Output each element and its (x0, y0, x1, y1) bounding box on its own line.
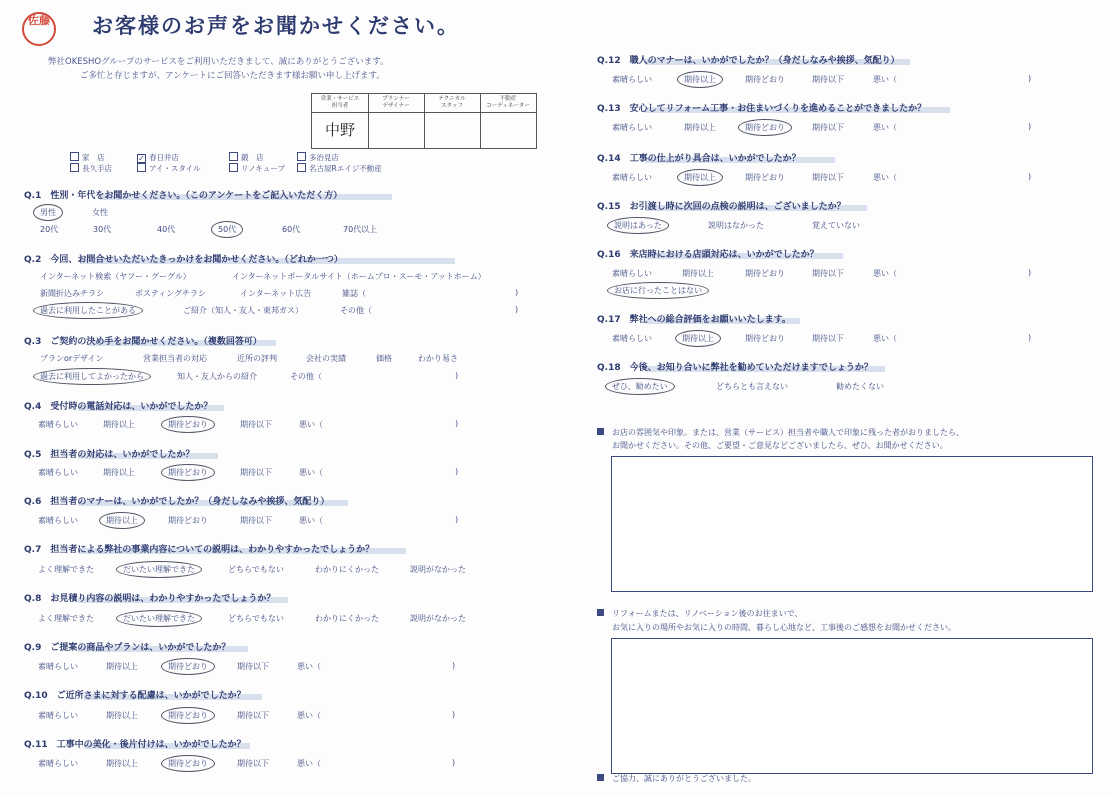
question-title: Q.3 ご契約の決め手をお聞かせください。（複数回答可） (24, 337, 262, 347)
rating-option[interactable]: 期待以上 (103, 420, 135, 429)
paren-close: ) (455, 419, 459, 428)
answer-option[interactable]: プランorデザイン (40, 354, 104, 363)
rating-option[interactable]: 期待どおり (745, 75, 785, 84)
rating-option[interactable]: 期待どおり (745, 173, 785, 182)
answer-option[interactable]: どちらでもない (228, 565, 284, 574)
answer-option[interactable]: 40代 (157, 225, 176, 234)
answer-option[interactable]: 60代 (282, 225, 301, 234)
answer-option[interactable]: 会社の実績 (306, 354, 346, 363)
rating-option-selected[interactable]: 期待以上 (677, 169, 723, 186)
rating-option[interactable]: 期待以上 (106, 759, 138, 768)
thanks-line: ご協力、誠にありがとうございました。 (597, 773, 756, 785)
staff-header: テクニカル スタッフ (424, 94, 480, 113)
comment-prompt-1-line2: お聞かせください。その他、ご要望・ご意見などございましたら、ぜひ、お聞かせください。 (612, 441, 948, 450)
rating-option[interactable]: 期待以下 (812, 334, 844, 343)
answer-option-selected[interactable]: 過去に利用したことがある (33, 302, 143, 319)
answer-option[interactable]: インターネットポータルサイト（ホームプロ・スーモ・アットホーム） (232, 272, 486, 281)
paren-close: ) (515, 305, 519, 314)
rating-option[interactable]: 素晴らしい (38, 468, 78, 477)
answer-option-selected[interactable]: お店に行ったことはない (607, 282, 709, 299)
rating-option[interactable]: 期待以下 (240, 516, 272, 525)
staff-header: プランナー デザイナー (368, 94, 424, 113)
store-checkbox[interactable]: 長久手店 (70, 163, 112, 174)
rating-option-selected[interactable]: 期待以上 (677, 71, 723, 88)
answer-option-selected[interactable]: 説明はあった (607, 217, 669, 234)
staff-col-sales (312, 94, 369, 148)
rating-option[interactable]: 素晴らしい (38, 711, 78, 720)
answer-option[interactable]: わかりにくかった (315, 614, 379, 623)
answer-option[interactable]: 営業担当者の対応 (143, 354, 207, 363)
paren-close: ) (455, 515, 459, 524)
question-title: Q.14 工事の仕上がり具合は、いかがでしたか？ (597, 154, 801, 164)
question-title: Q.13 安心してリフォーム工事・お住まいづくりを進めることができましたか？ (597, 104, 927, 114)
rating-option-selected[interactable]: 期待どおり (738, 119, 792, 136)
answer-option[interactable]: ご紹介（知人・友人・東邦ガス） (183, 306, 303, 315)
rating-option[interactable]: 悪い（ (297, 662, 321, 671)
rating-option[interactable]: 悪い（ (297, 759, 321, 768)
rating-option[interactable]: 期待どおり (168, 516, 208, 525)
answer-option[interactable]: よく理解できた (38, 565, 94, 574)
answer-option[interactable]: インターネット広告 (240, 289, 312, 298)
question-title: Q.10 ご近所さまに対する配慮は、いかがでしたか？ (24, 691, 246, 701)
answer-option[interactable]: 知人・友人からの紹介 (177, 372, 257, 381)
store-checkbox[interactable]: アイ・スタイル (137, 163, 201, 174)
question-title: Q.5 担当者の対応は、いかがでしたか？ (24, 450, 195, 460)
comment-prompt-1: お店の雰囲気や印象。または、営業（サービス）担当者や職人で印象に残った者がおりましたら、 (597, 427, 964, 439)
answer-option[interactable]: 近所の評判 (237, 354, 277, 363)
rating-option-selected[interactable]: 期待どおり (161, 755, 215, 772)
rating-option[interactable]: 悪い（ (873, 123, 897, 132)
rating-option[interactable]: 悪い（ (873, 269, 897, 278)
paren-close: ) (455, 371, 459, 380)
question-title: Q.16 来店時における店頭対応は、いかがでしたか？ (597, 250, 819, 260)
answer-option[interactable]: わかり易さ (418, 354, 458, 363)
rating-option[interactable]: 素晴らしい (38, 662, 78, 671)
answer-option[interactable]: 勧めたくない (836, 382, 884, 391)
rating-option[interactable]: 素晴らしい (612, 75, 652, 84)
rating-option[interactable]: 期待以下 (240, 420, 272, 429)
rating-option[interactable]: 期待以下 (812, 173, 844, 182)
intro-line-2: ご多忙と存じますが、アンケートにご回答いただきます様お願い申し上げます。 (80, 71, 385, 81)
answer-option[interactable]: 説明がなかった (410, 565, 466, 574)
rating-option[interactable]: 期待以上 (682, 269, 714, 278)
question-title: Q.12 職人のマナーは、いかがでしたか？（身だしなみや挨拶、気配り） (597, 56, 900, 66)
answer-option[interactable]: どちらでもない (228, 614, 284, 623)
square-bullet-icon (597, 774, 604, 781)
comment-prompt-2: リフォームまたは、リノベーション後のお住まいで、 (597, 608, 802, 620)
rating-option[interactable]: 素晴らしい (612, 269, 652, 278)
rating-option[interactable]: 素晴らしい (612, 173, 652, 182)
rating-option[interactable]: 悪い（ (873, 334, 897, 343)
paren-close: ) (452, 710, 456, 719)
rating-option[interactable]: 悪い（ (299, 468, 323, 477)
rating-option[interactable]: 素晴らしい (38, 516, 78, 525)
answer-option-selected[interactable]: 男性 (33, 204, 63, 221)
question-title: Q.18 今後、お知り合いに弊社を勧めていただけますでしょうか？ (597, 363, 873, 373)
rating-option[interactable]: 悪い（ (873, 75, 897, 84)
answer-option[interactable]: わかりにくかった (315, 565, 379, 574)
answer-option[interactable]: 説明がなかった (410, 614, 466, 623)
intro-line-1: 弊社OKESHOグループのサービスをご利用いただきまして、誠にありがとうございます。 (48, 57, 389, 67)
answer-option[interactable]: ポスティングチラシ (135, 289, 207, 298)
comment-box-2[interactable] (611, 638, 1093, 774)
seal-stamp: 佐藤 (22, 12, 56, 46)
store-checkbox[interactable]: 名古屋Rエイジ不動産 (297, 163, 382, 174)
rating-option[interactable]: 期待以下 (812, 269, 844, 278)
answer-option[interactable]: 価格 (376, 354, 392, 363)
question-title: Q.9 ご提案の商品やプランは、いかがでしたか？ (24, 643, 231, 653)
paren-close: ) (1028, 268, 1032, 277)
answer-option[interactable]: インターネット検索（ヤフー・グーグル） (40, 272, 191, 281)
answer-option-selected[interactable]: だいたい理解できた (116, 610, 202, 627)
staff-signature: 中野 (324, 121, 355, 139)
staff-col-realestate (480, 94, 536, 148)
question-title: Q.1 性別・年代をお聞かせください。（このアンケートをご記入いただく方） (24, 191, 343, 201)
rating-option[interactable]: 期待以上 (106, 711, 138, 720)
comment-box-1[interactable] (611, 456, 1093, 592)
answer-option[interactable]: 70代以上 (343, 225, 378, 234)
store-checkbox[interactable]: 家 店 (70, 152, 105, 163)
answer-option[interactable]: 20代 (40, 225, 59, 234)
staff-col-technical (424, 94, 481, 148)
question-title: Q.7 担当者による弊社の事業内容についての説明は、わかりやすかったでしょうか？ (24, 545, 375, 555)
question-title: Q.4 受付時の電話対応は、いかがでしたか？ (24, 402, 213, 412)
rating-option[interactable]: 期待以下 (812, 75, 844, 84)
store-checkbox[interactable]: 鍛 店 (229, 152, 264, 163)
rating-option[interactable]: 素晴らしい (38, 759, 78, 768)
rating-option-selected[interactable]: 期待どおり (161, 416, 215, 433)
answer-option[interactable]: その他（ (290, 372, 322, 381)
question-title: Q.17 弊社への総合評価をお願いいたします。 (597, 315, 791, 325)
rating-option[interactable]: 期待以下 (240, 468, 272, 477)
rating-option-selected[interactable]: 期待どおり (161, 707, 215, 724)
store-checkbox-checked[interactable]: ✓ 春日井店 (138, 153, 179, 163)
paren-close: ) (452, 661, 456, 670)
rating-option[interactable]: 期待以上 (106, 662, 138, 671)
paren-close: ) (1028, 74, 1032, 83)
rating-option[interactable]: 悪い（ (873, 173, 897, 182)
answer-option[interactable]: 説明はなかった (708, 221, 764, 230)
answer-option-selected[interactable]: 過去に利用してよかったから (33, 368, 151, 385)
rating-option[interactable]: 期待以上 (103, 468, 135, 477)
question-title: Q.8 お見積り内容の説明は、わかりやすかったでしょうか？ (24, 594, 276, 604)
rating-option[interactable]: 期待以下 (812, 123, 844, 132)
answer-option-selected[interactable]: ぜひ、勧めたい (605, 378, 675, 395)
rating-option[interactable]: 期待以下 (237, 759, 269, 768)
rating-option-selected[interactable]: 期待どおり (161, 658, 215, 675)
answer-option[interactable]: 覚えていない (812, 221, 860, 230)
question-title: Q.6 担当者のマナーは、いかがでしたか？（身だしなみや挨拶、気配り） (24, 497, 330, 507)
question-title: Q.11 工事中の美化・後片付けは、いかがでしたか？ (24, 740, 246, 750)
paren-close: ) (1028, 122, 1032, 131)
comment-prompt-2-line2: お気に入りの場所やお気に入りの時間、暮らし心地など、工事後のご感想をお聞かせください。 (612, 623, 956, 632)
paren-close: ) (515, 288, 519, 297)
staff-header: 営業・サービス 担当者 (312, 94, 368, 113)
answer-option[interactable]: 雑誌（ (342, 289, 366, 298)
question-title: Q.2 今回、お問合せいただいたきっかけをお聞かせください。（どれか一つ） (24, 255, 343, 265)
rating-option-selected[interactable]: 期待以上 (675, 330, 721, 347)
answer-option[interactable]: 女性 (92, 208, 108, 217)
answer-option[interactable]: 30代 (93, 225, 112, 234)
rating-option-selected[interactable]: 期待以上 (99, 512, 145, 529)
answer-option-selected[interactable]: だいたい理解できた (116, 561, 202, 578)
rating-option[interactable]: 期待どおり (745, 334, 785, 343)
answer-option[interactable]: 新聞折込みチラシ (40, 289, 104, 298)
rating-option[interactable]: 期待以上 (684, 123, 716, 132)
store-checkbox[interactable]: 多治見店 (297, 152, 339, 163)
paren-close: ) (455, 467, 459, 476)
square-bullet-icon (597, 609, 604, 616)
rating-option[interactable]: 期待以下 (237, 711, 269, 720)
question-title: Q.15 お引渡し時に次回の点検の説明は、ございましたか？ (597, 202, 846, 212)
staff-header: 不動産 コーディネーター (480, 94, 536, 113)
answer-option[interactable]: その他（ (340, 306, 372, 315)
paren-close: ) (1028, 333, 1032, 342)
rating-option[interactable]: 悪い（ (299, 420, 323, 429)
store-checkbox[interactable]: リノキューブ (229, 163, 285, 174)
square-bullet-icon (597, 428, 604, 435)
answer-option[interactable]: どちらとも言えない (716, 382, 788, 391)
paren-close: ) (452, 758, 456, 767)
rating-option[interactable]: 素晴らしい (612, 334, 652, 343)
rating-option[interactable]: 素晴らしい (612, 123, 652, 132)
rating-option[interactable]: 期待どおり (745, 269, 785, 278)
rating-option[interactable]: 期待以下 (237, 662, 269, 671)
rating-option-selected[interactable]: 期待どおり (161, 464, 215, 481)
rating-option[interactable]: 素晴らしい (38, 420, 78, 429)
rating-option[interactable]: 悪い（ (297, 711, 321, 720)
page-title: お客様のお声をお聞かせください。 (92, 14, 460, 38)
staff-table (311, 93, 537, 149)
paren-close: ) (1028, 172, 1032, 181)
staff-col-planner (368, 94, 425, 148)
rating-option[interactable]: 悪い（ (299, 516, 323, 525)
answer-option-selected[interactable]: 50代 (211, 221, 243, 238)
answer-option[interactable]: よく理解できた (38, 614, 94, 623)
